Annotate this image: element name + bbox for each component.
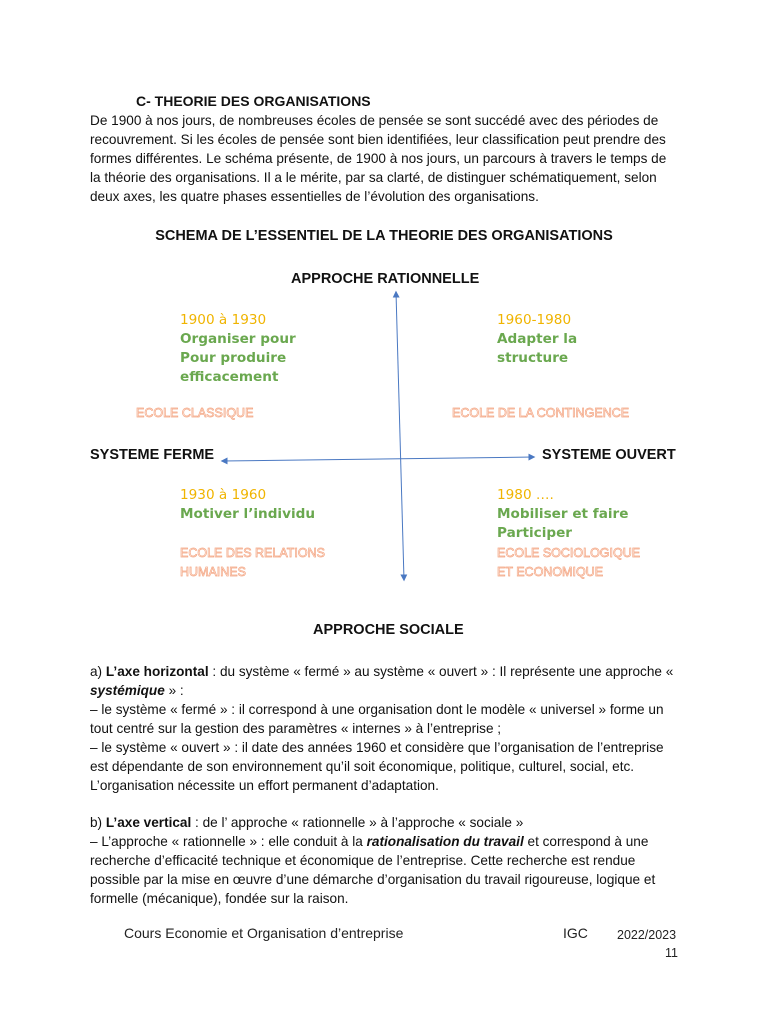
quadrant-top-left-date: 1900 à 1930 xyxy=(180,312,267,328)
quadrant-bottom-right-school-1: ECOLE SOCIOLOGIQUE xyxy=(497,546,641,560)
quadrant-bottom-left-date: 1930 à 1960 xyxy=(180,487,267,503)
vertical-axis-arrow xyxy=(396,292,404,580)
closed-system-bullet: – le système « fermé » : il correspond à une organisation dont le modèle « universel » forme un tout centré sur la gestion des paramètres « internes » à l’entreprise ; xyxy=(90,702,664,736)
systemique-term: systémique xyxy=(90,683,165,698)
vertical-axis-label: L’axe vertical xyxy=(105,815,192,830)
quadrant-bottom-right-desc-1: Mobiliser et faire xyxy=(497,506,629,522)
quadrant-top-right-desc-1: Adapter la xyxy=(497,331,578,347)
rationalisation-term: rationalisation du travail xyxy=(366,834,524,849)
vertical-axis-prefix: b) xyxy=(90,815,106,830)
quadrant-top-right-desc-2: structure xyxy=(497,350,569,366)
axis-right-label: SYSTEME OUVERT xyxy=(542,447,676,463)
quadrant-bottom-right-school-2: ET ECONOMIQUE xyxy=(497,565,604,579)
quadrant-top-left-desc-1: Organiser pour xyxy=(180,331,296,347)
rational-approach-pre: – L’approche « rationnelle » : elle conduit à la xyxy=(90,834,367,849)
footer-page-number: 11 xyxy=(665,946,678,960)
section-title: C- THEORIE DES ORGANISATIONS xyxy=(136,93,371,109)
quadrant-top-left-desc-2: Pour produire xyxy=(180,350,287,366)
rational-approach-post: et correspond à une recherche d’efficacité technique et économique de l’entreprise. Cette recherche est rendue possible par la mise en œuvre d’une démarche d’organisation du travail rigoureuse, logique et formelle (mécanique), fondée sur la raison. xyxy=(90,834,656,906)
quadrant-bottom-left-desc-1: Motiver l’individu xyxy=(180,506,316,522)
quadrant-top-left-school: ECOLE CLASSIQUE xyxy=(136,406,254,420)
quadrant-bottom-right-date: 1980 …. xyxy=(497,487,554,503)
quadrant-top-right-date: 1960-1980 xyxy=(497,312,572,328)
vertical-axis-paragraph xyxy=(90,813,680,908)
vertical-axis-text-1: : de l’ approche « rationnelle » à l’approche « sociale » xyxy=(191,815,524,830)
quadrant-bottom-left-school-2: HUMAINES xyxy=(180,565,246,579)
schema-title: SCHEMA DE L’ESSENTIEL DE LA THEORIE DES ORGANISATIONS xyxy=(155,228,613,244)
horizontal-axis-text-1: : du système « fermé » au système « ouvert » : Il représente une approche « xyxy=(208,664,674,679)
horizontal-axis-text-2: » : xyxy=(164,683,184,698)
footer-year: 2022/2023 xyxy=(617,928,677,942)
horizontal-axis-paragraph xyxy=(90,662,680,795)
horizontal-axis-prefix: a) xyxy=(90,664,106,679)
intro-paragraph: De 1900 à nos jours, de nombreuses écoles de pensée se sont succédé avec des périodes de recouvrement. Si les écoles de pensée sont bien identifiées, leur classification peut prendre des formes différentes. Le schéma présente, de 1900 à nos jours, un parcours à travers le temps de la théorie des organisations. Il a le mérite, par sa clarté, de distinguer schématiquement, selon deux axes, les quatre phases essentielles de l’évolution des organisations. xyxy=(90,113,667,204)
horizontal-axis-label: L’axe horizontal xyxy=(105,664,209,679)
quadrant-bottom-left-school-1: ECOLE DES RELATIONS xyxy=(180,546,325,560)
quadrant-top-left-desc-3: efficacement xyxy=(180,369,279,385)
open-system-bullet: – le système « ouvert » : il date des années 1960 et considère que l’organisation de l’entreprise est dépendante de son environnement qu’il soit économique, politique, culturel, social, etc. L’organisation nécessite un effort permanent d’adaptation. xyxy=(90,740,664,793)
quadrant-top-right-school: ECOLE DE LA CONTINGENCE xyxy=(452,406,630,420)
axis-top-label: APPROCHE RATIONNELLE xyxy=(291,271,480,287)
axis-bottom-label: APPROCHE SOCIALE xyxy=(313,622,464,638)
quadrant-bottom-right-desc-2: Participer xyxy=(497,525,573,541)
footer-school: IGC xyxy=(563,925,588,941)
horizontal-axis-arrow xyxy=(222,457,534,461)
footer-course: Cours Economie et Organisation d’entreprise xyxy=(124,925,404,941)
axis-left-label: SYSTEME FERME xyxy=(90,447,215,463)
